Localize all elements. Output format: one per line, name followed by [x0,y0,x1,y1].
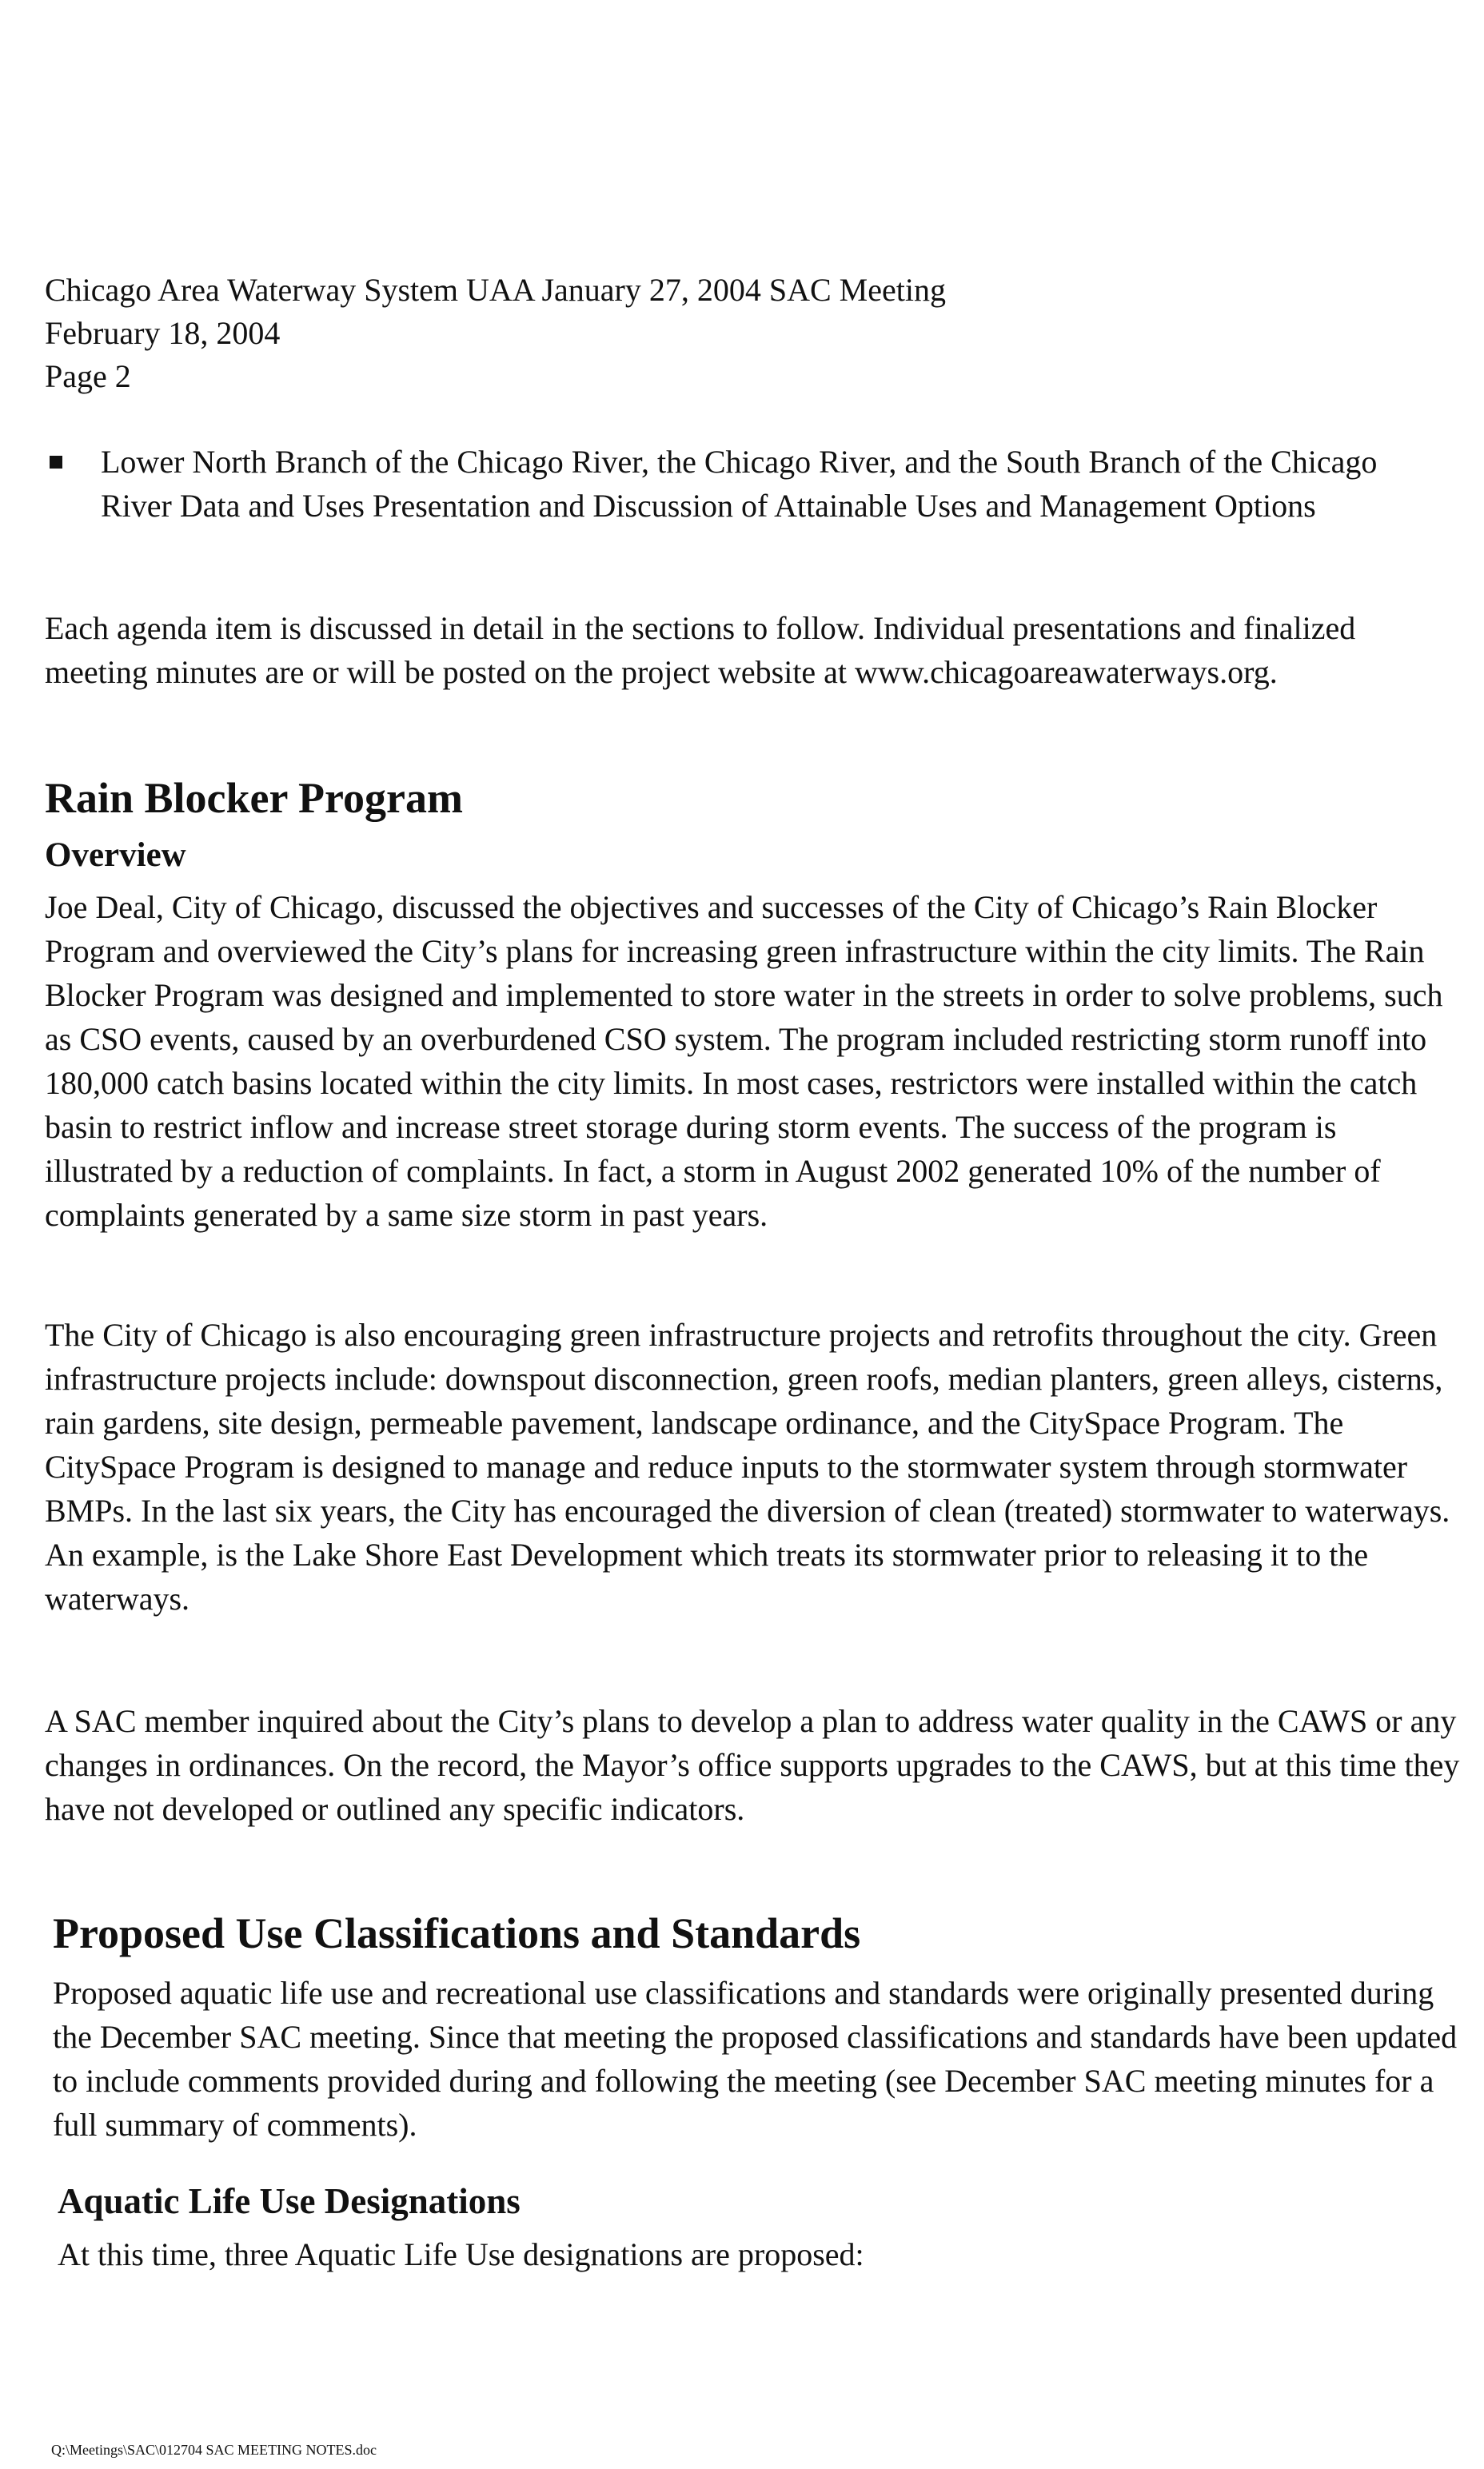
document-header [45,269,1452,398]
square-bullet-icon [50,456,62,469]
subsection-heading-aquatic-life: Aquatic Life Use Designations [58,2181,521,2221]
rain-blocker-paragraph-1: Joe Deal, City of Chicago, discussed the objectives and successes of the City of Chicago’s Rain Blocker Program and overviewed the City’s plans for increasing green infrastructure within the city limits. The Rain Blocker Program was designed and implemented to store water in the streets in order to solve problems, such as CSO events, caused by an overburdened CSO system. The program included restricting storm runoff into 180,000 catch basins located within the city limits. In most cases, restrictors were installed within the catch basin to restrict inflow and increase street storage during storm events. The success of the program is illustrated by a reduction of complaints. In fact, a storm in August 2002 generated 10% of the number of complaints generated by a same size storm in past years. [45,889,1443,1233]
footer-file-path: Q:\Meetings\SAC\012704 SAC MEETING NOTES.doc [51,2442,377,2458]
section-heading-proposed-use: Proposed Use Classifications and Standards [53,1909,861,1957]
agenda-bullet-text: Lower North Branch of the Chicago River, the Chicago River, and the South Branch of the Chicago River Data and Uses Presentation and Discussion of Attainable Uses and Management Options [101,444,1378,524]
rain-blocker-paragraph-3: A SAC member inquired about the City’s plans to develop a plan to address water quality in the CAWS or any changes in ordinances. On the record, the Mayor’s office supports upgrades to the CAWS, but at this time they have not developed or outlined any specific indicators. [45,1703,1460,1827]
agenda-bullet-list [45,440,1452,528]
section-heading-rain-blocker: Rain Blocker Program [45,774,463,822]
intro-paragraph: Each agenda item is discussed in detail in the sections to follow. Individual presentations and finalized meeting minutes are or will be posted on the project website at www.chicagoareawaterways.org. [45,610,1356,690]
subsection-heading-overview: Overview [45,836,186,874]
agenda-bullet-item [45,440,1452,528]
rain-blocker-paragraph-2: The City of Chicago is also encouraging green infrastructure projects and retrofits throughout the city. Green infrastructure projects include: downspout disconnection, green roofs, median planters, green alleys, cisterns, rain gardens, site design, permeable pavement, landscape ordinance, and the CitySpace Program. The CitySpace Program is designed to manage and reduce inputs to the stormwater system through stormwater BMPs. In the last six years, the City has encouraged the diversion of clean (treated) stormwater to waterways. An example, is the Lake Shore East Development which treats its stormwater prior to releasing it to the waterways. [45,1317,1450,1617]
header-page-line: Page 2 [45,358,131,394]
aquatic-life-paragraph: At this time, three Aquatic Life Use designations are proposed: [58,2236,864,2272]
header-title-line: Chicago Area Waterway System UAA January 27, 2004 SAC Meeting [45,272,946,308]
header-date-line: February 18, 2004 [45,315,281,351]
proposed-use-paragraph: Proposed aquatic life use and recreational use classifications and standards were originally presented during the December SAC meeting. Since that meeting the proposed classifications and standards have been updated to include comments provided during and following the meeting (see December SAC meeting minutes for a full summary of comments). [53,1975,1458,2143]
